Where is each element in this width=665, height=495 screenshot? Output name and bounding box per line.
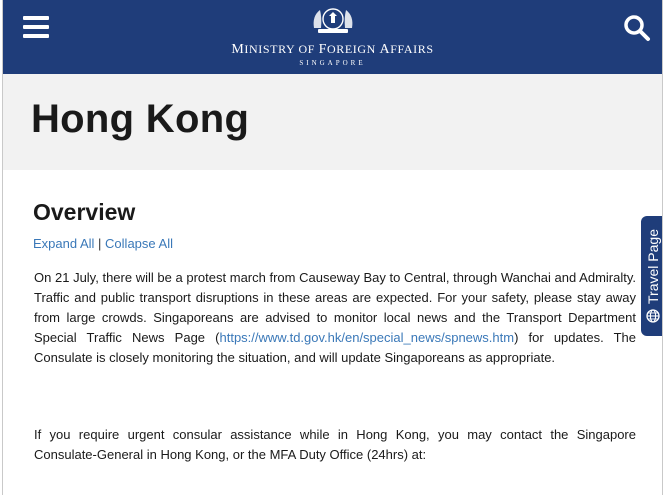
menu-icon-bar-top [23, 16, 49, 20]
menu-icon-bar-middle [23, 25, 49, 29]
travel-tab-content [645, 229, 661, 323]
traffic-news-link[interactable]: https://www.td.gov.hk/en/special_news/spnews.htm [219, 330, 515, 345]
travel-tab-label: Travel Page [645, 229, 661, 304]
para1-text-before: On 21 July, there will be a protest march from Causeway Bay to Central, through Wanchai and Admiralty. Traffic and public transport disruptions in these areas are expected. For your safety, please stay away from large crowds. Singaporeans are advised to monitor local news and the Transport Department Special Traffic News Page ( [34, 270, 636, 345]
overview-paragraph-1 [34, 268, 636, 368]
para1-text-after: ) for updates. The Consulate is closely monitoring the situation, and will update Singaporeans as appropriate. [34, 330, 636, 365]
expand-all-link[interactable]: Expand All [33, 236, 95, 251]
overview-paragraph-2: If you require urgent consular assistance while in Hong Kong, you may contact the Singapore Consulate-General in Hong Kong, or the MFA Duty Office (24hrs) at: [34, 427, 636, 462]
separator: | [94, 236, 106, 251]
collapse-all-link[interactable]: Collapse All [105, 236, 173, 251]
crest-logo[interactable] [308, 4, 358, 38]
site-header [3, 0, 662, 74]
country-name: SINGAPORE [299, 59, 366, 67]
overview-title: Overview [33, 199, 136, 225]
ministry-name: MINISTRY OF FOREIGN AFFAIRS [231, 42, 434, 57]
globe-icon [646, 309, 660, 323]
menu-button[interactable] [23, 16, 49, 38]
page-frame [2, 0, 663, 495]
page-title: Hong Kong [31, 97, 250, 141]
expand-collapse-controls [33, 236, 173, 251]
menu-icon-bar-bottom [23, 34, 49, 38]
travel-page-tab[interactable] [641, 216, 663, 336]
search-icon[interactable] [623, 14, 651, 42]
